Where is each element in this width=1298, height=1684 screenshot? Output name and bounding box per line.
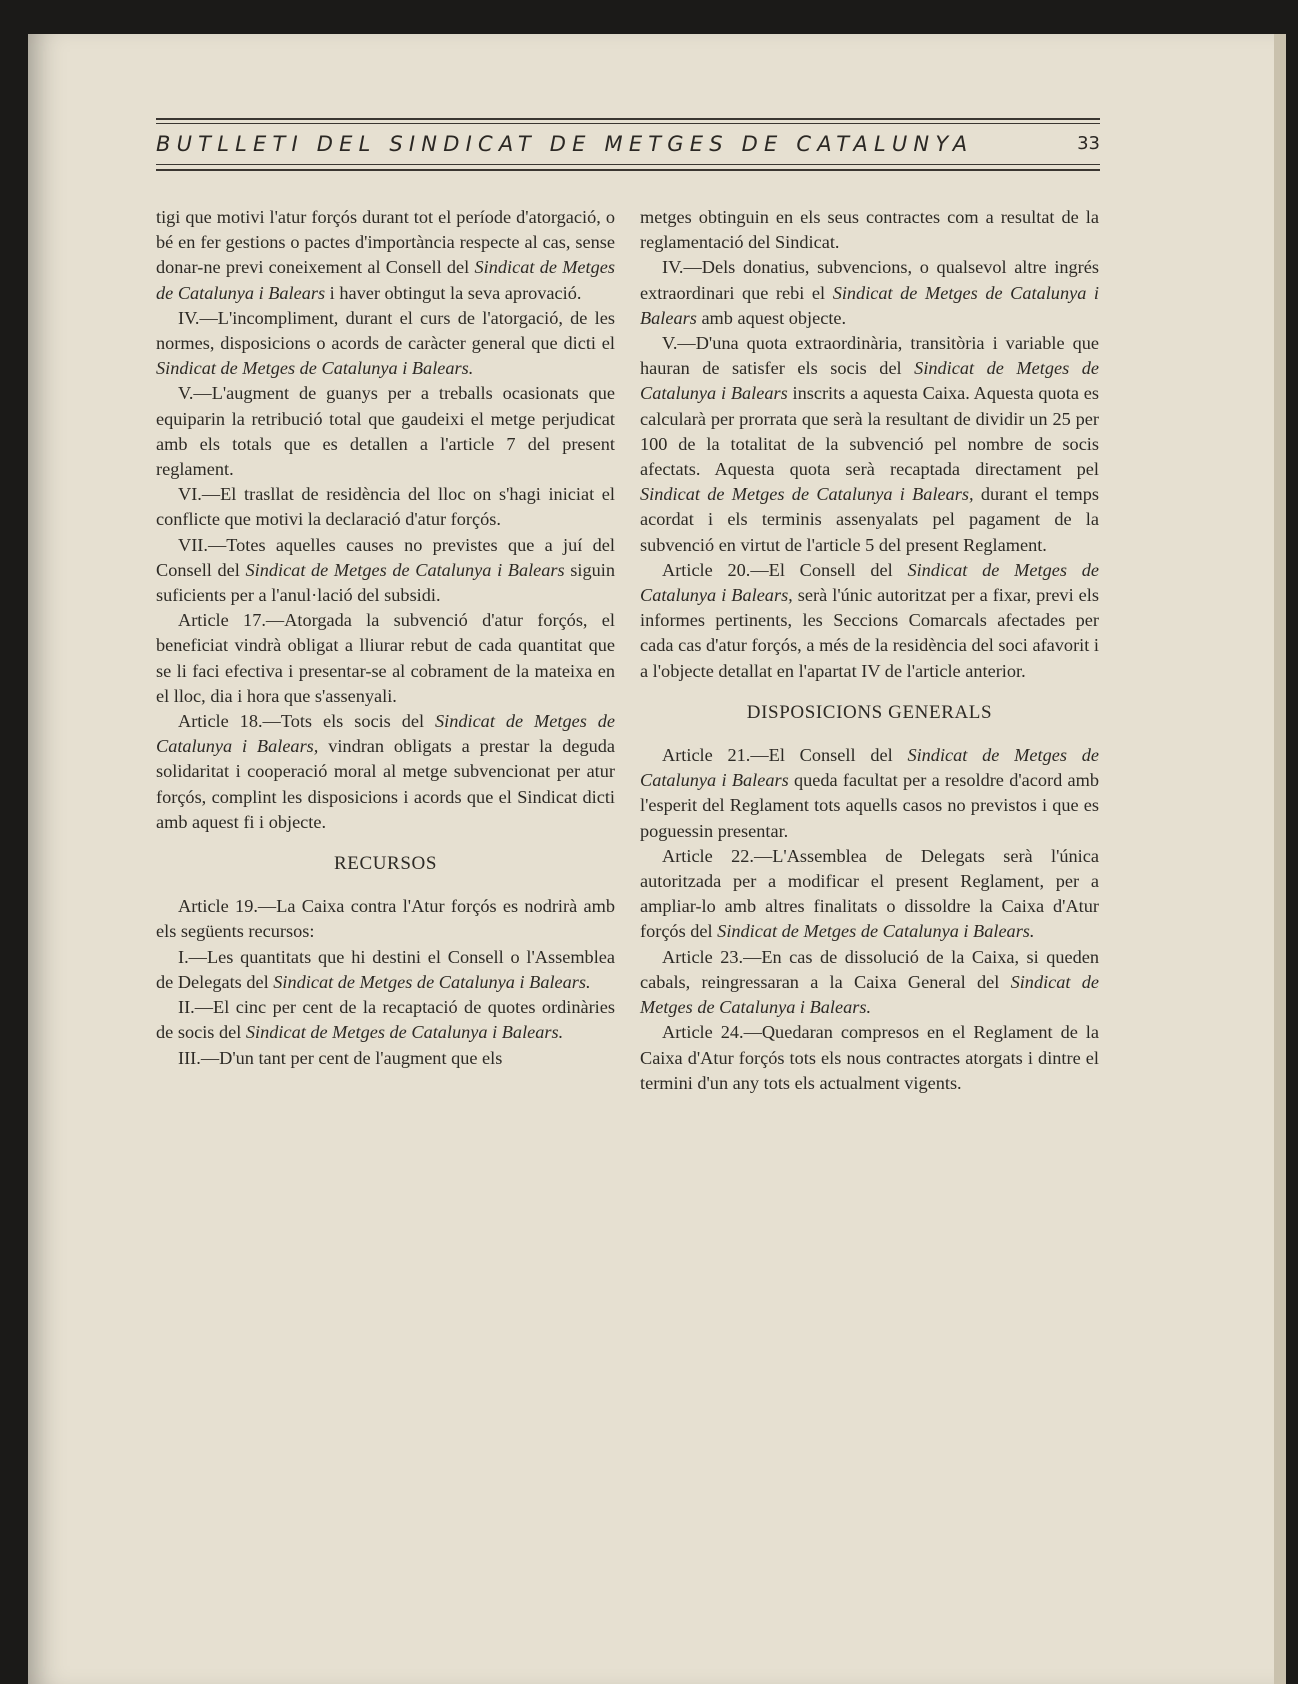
text-run: IV.—L'incompliment, durant el curs de l'atorgació, de les normes, disposicions o acords de caràcter general que dicti el [156, 307, 615, 354]
text-run: VII.—Totes aquelles causes no previstes que a juí del Consell del [156, 534, 615, 580]
text-run: VI.—El trasllat de residència del lloc on s'hagi iniciat el conflicte que motivi la declaració d'atur forçós. [156, 484, 615, 530]
italic-text: Sindicat de Metges de Catalunya i Balears. [273, 971, 591, 992]
header-rule-bottom [156, 169, 1100, 171]
paragraph [156, 709, 615, 835]
text-run: i haver obtingut la seva aprovació. [325, 282, 582, 303]
paragraph [156, 1046, 615, 1071]
italic-text: Sindicat de Metges de Catalunya i Balears [640, 358, 1099, 404]
header-rule-bottom-thin [156, 164, 1100, 165]
paragraph [640, 558, 1099, 684]
italic-text: Sindicat de Metges de Catalunya i Balears. [245, 1022, 564, 1043]
paragraph [156, 995, 615, 1045]
italic-text: Sindicat de Metges de Catalunya i Balears [640, 282, 1099, 328]
section-heading: RECURSOS [333, 853, 437, 875]
italic-text: Sindicat de Metges de Catalunya i Balears, [156, 711, 615, 757]
paragraph [640, 945, 1099, 1021]
text-run: Article 18.—Tots els socis del [178, 711, 435, 732]
paragraph [156, 205, 615, 306]
paragraph [640, 331, 1099, 558]
italic-text: Sindicat de Metges de Catalunya i Balears [156, 257, 615, 303]
text-run: tigi que motivi l'atur forçós durant tot el període d'atorgació, o bé en fer gestions o pactes d'importància respecte al cas, sense donar-ne previ coneixement al Consell del [156, 207, 615, 278]
paragraph [640, 844, 1099, 945]
running-header [156, 118, 1100, 176]
paragraph [640, 1020, 1099, 1096]
text-run: siguin suficients per a l'anul·lació del subsidi. [156, 559, 615, 606]
paragraph [156, 533, 615, 609]
text-run: queda facultat per a resoldre d'acord amb l'esperit del Reglament tots aquells casos no previstos i que es poguessin presentar. [640, 770, 1100, 841]
italic-text: Sindicat de Metges de Catalunya i Balears. [156, 358, 474, 379]
left-text-column [156, 205, 615, 1071]
header-rule-top-thin [156, 123, 1100, 124]
text-run: Article 17.—Atorgada la subvenció d'atur forçós, el beneficiat vindrà obligat a lliurar rebut de cada quantitat que se li faci efectiva i presentar-se al cobrament de la mateixa en el lloc, dia i hora que s'assenyali. [156, 610, 615, 706]
text-run: Article 23.—En cas de dissolució de la Caixa, si queden cabals, reingressaran a la Caixa General del [640, 946, 1099, 992]
text-run: III.—D'un tant per cent de l'augment que els [178, 1047, 503, 1068]
text-run: Article 21.—El Consell del [662, 745, 908, 766]
page-number: 33 [1077, 133, 1100, 154]
italic-text: Sindicat de Metges de Catalunya i Balears. [717, 921, 1035, 942]
paragraph [640, 255, 1099, 331]
text-run: inscrits a aquesta Caixa. Aquesta quota es calcularà per prorrata que serà la resultant de dividir un 25 per 100 de la totalitat de la subvenció pel nombre de socis afectats. Aquesta quota serà recaptada directament pel [640, 383, 1099, 480]
section-heading: DISPOSICIONS GENERALS [746, 701, 993, 723]
paragraph [156, 608, 615, 709]
text-run: II.—El cinc per cent de la recaptació de quotes ordinàries de socis del [156, 997, 615, 1043]
right-text-column [640, 205, 1099, 1096]
paragraph [640, 743, 1099, 844]
paragraph [156, 306, 615, 382]
text-run: IV.—Dels donatius, subvencions, o qualsevol altre ingrés extraordinari que rebi el [640, 257, 1099, 303]
text-run: durant el temps acordat i els terminis assenyalats pel pagament de la subvenció en virtut de l'article 5 del present Reglament. [640, 484, 1099, 555]
text-run: V.—L'augment de guanys per a treballs ocasionats que equiparin la retribució total que gaudeixi el metge perjudicat amb els totals que es detallen a l'article 7 del present reglament. [156, 383, 615, 480]
text-run: Article 20.—El Consell del [662, 559, 908, 580]
italic-text: Sindicat de Metges de Catalunya i Balears, [640, 484, 974, 505]
paragraph [156, 381, 615, 482]
paragraph [156, 482, 615, 532]
italic-text: Sindicat de Metges de Catalunya i Balears [245, 559, 565, 580]
paragraph [156, 894, 615, 944]
italic-text: Sindicat de Metges de Catalunya i Balears [640, 745, 1099, 791]
text-run: Article 24.—Quedaran compresos en el Reglament de la Caixa d'Atur forçós tots els nous contractes atorgats i dintre el termini d'un any tots els actualment vigents. [640, 1022, 1099, 1093]
text-run: Article 19.—La Caixa contra l'Atur forçós es nodrirà amb els següents recursos: [156, 896, 615, 942]
italic-text: Sindicat de Metges de Catalunya i Balears. [640, 971, 1099, 1018]
text-run: I.—Les quantitats que hi destini el Consell o l'Assemblea de Delegats del [156, 946, 615, 992]
text-run: metges obtinguin en els seus contractes com a resultat de la reglamentació del Sindicat. [640, 207, 1099, 253]
text-run: Article 22.—L'Assemblea de Delegats serà l'única autoritzada per a modificar el present Reglament, per a ampliar-lo amb altres finalitats o dissoldre la Caixa d'Atur forçós del [640, 845, 1099, 942]
text-run: amb aquest objecte. [696, 307, 847, 328]
paragraph [640, 205, 1099, 255]
text-run: V.—D'una quota extraordinària, transitòria i variable que hauran de satisfer els socis del [640, 333, 1099, 379]
page-edge [1274, 34, 1286, 1684]
header-rule-top [156, 118, 1100, 120]
paragraph [156, 945, 615, 995]
journal-title: BUTLLETI DEL SINDICAT DE METGES DE CATALUNYA [156, 132, 974, 156]
text-run: serà l'únic autoritzat per a fixar, previ els informes pertinents, les Seccions Comarcals afectades per cada cas d'atur forçós, a més de la residència del soci afavorit i a l'objecte detallat en l'apartat IV de l'article anterior. [640, 585, 1099, 681]
text-run: vindran obligats a prestar la deguda solidaritat i cooperació moral al metge subvencionat per atur forçós, complint les disposicions i acords que el Sindicat dicti amb aquest fi i objecte. [156, 736, 615, 832]
italic-text: Sindicat de Metges de Catalunya i Balears, [640, 559, 1099, 606]
